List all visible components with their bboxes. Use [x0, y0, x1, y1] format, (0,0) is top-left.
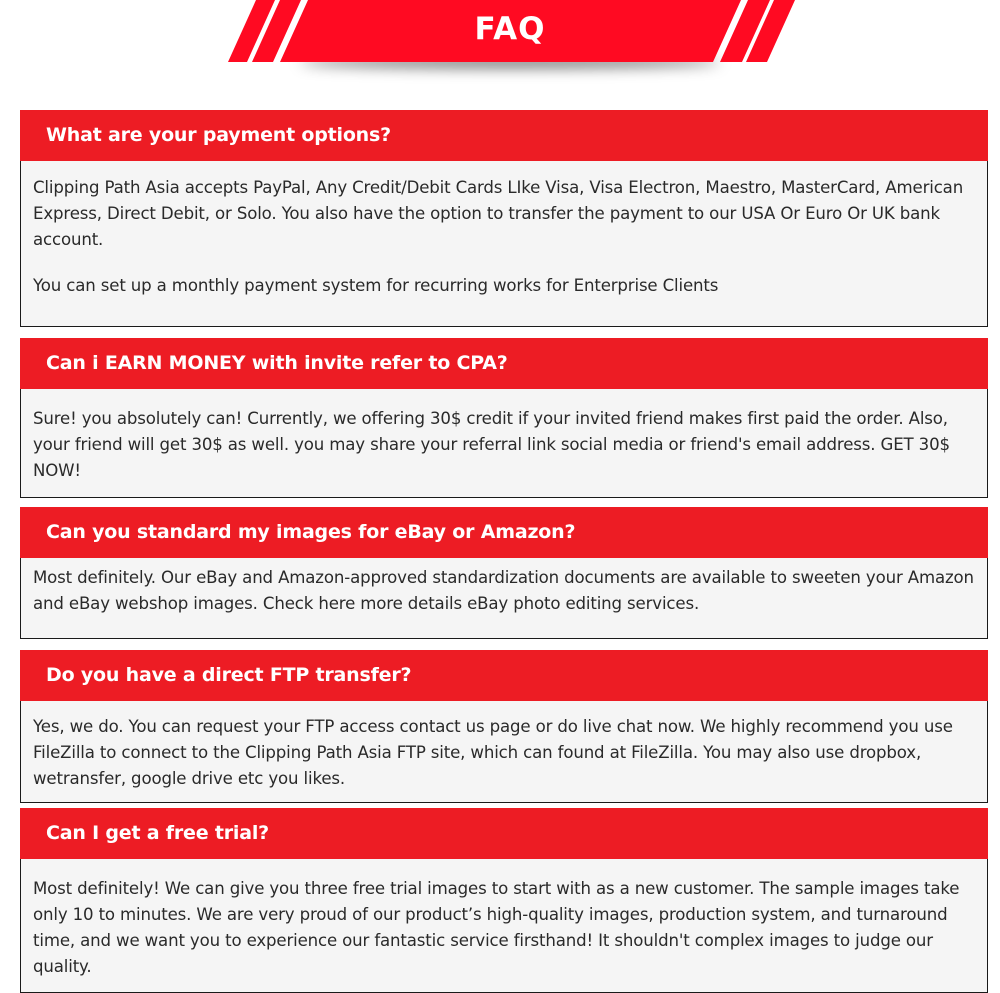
faq-item-payment-options	[20, 110, 988, 327]
faq-answer-paragraph: Yes, we do. You can request your FTP access contact us page or do live chat now. We highly recommend you use FileZilla to connect to the Clipping Path Asia FTP site, which can found at FileZilla. You may also use dropbox, wetransfer, google drive etc you likes.	[33, 717, 953, 788]
faq-answer-paragraph: You can set up a monthly payment system for recurring works for Enterprise Clients	[33, 276, 719, 295]
faq-answer-paragraph: Clipping Path Asia accepts PayPal, Any Credit/Debit Cards LIke Visa, Visa Electron, Maestro, MasterCard, American Express, Direct Debit, or Solo. You also have the option to transfer the payment to our USA Or Euro Or UK bank account.	[33, 178, 964, 249]
faq-item-referral	[20, 338, 988, 498]
faq-answer	[20, 389, 988, 498]
faq-answer	[20, 701, 988, 803]
faq-answer	[20, 161, 988, 327]
faq-question[interactable]: What are your payment options?	[20, 110, 988, 161]
faq-question[interactable]: Do you have a direct FTP transfer?	[20, 650, 988, 701]
faq-answer-paragraph: Sure! you absolutely can! Currently, we offering 30$ credit if your invited friend makes first paid the order. Also, your friend will get 30$ as well. you may share your referral link social media or friend's email address. GET 30$ NOW!	[33, 409, 950, 480]
faq-answer-paragraph: Most definitely. Our eBay and Amazon-approved standardization documents are available to sweeten your Amazon and eBay webshop images. Check here more details eBay photo editing services.	[33, 568, 974, 613]
faq-answer	[20, 558, 988, 639]
faq-question[interactable]: Can I get a free trial?	[20, 808, 988, 859]
faq-answer	[20, 859, 988, 993]
faq-question[interactable]: Can you standard my images for eBay or Amazon?	[20, 507, 988, 558]
faq-item-ebay-amazon	[20, 507, 988, 639]
faq-banner	[0, 0, 1000, 90]
faq-answer-paragraph: Most definitely! We can give you three free trial images to start with as a new customer. The sample images take only 10 to minutes. We are very proud of our product’s high-quality images, production system, and turnaround time, and we want you to experience our fantastic service firsthand! It shouldn't complex images to judge our quality.	[33, 879, 960, 976]
faq-item-free-trial	[20, 808, 988, 993]
faq-item-ftp-transfer	[20, 650, 988, 803]
page-title: FAQ	[474, 11, 546, 47]
faq-question[interactable]: Can i EARN MONEY with invite refer to CPA?	[20, 338, 988, 389]
